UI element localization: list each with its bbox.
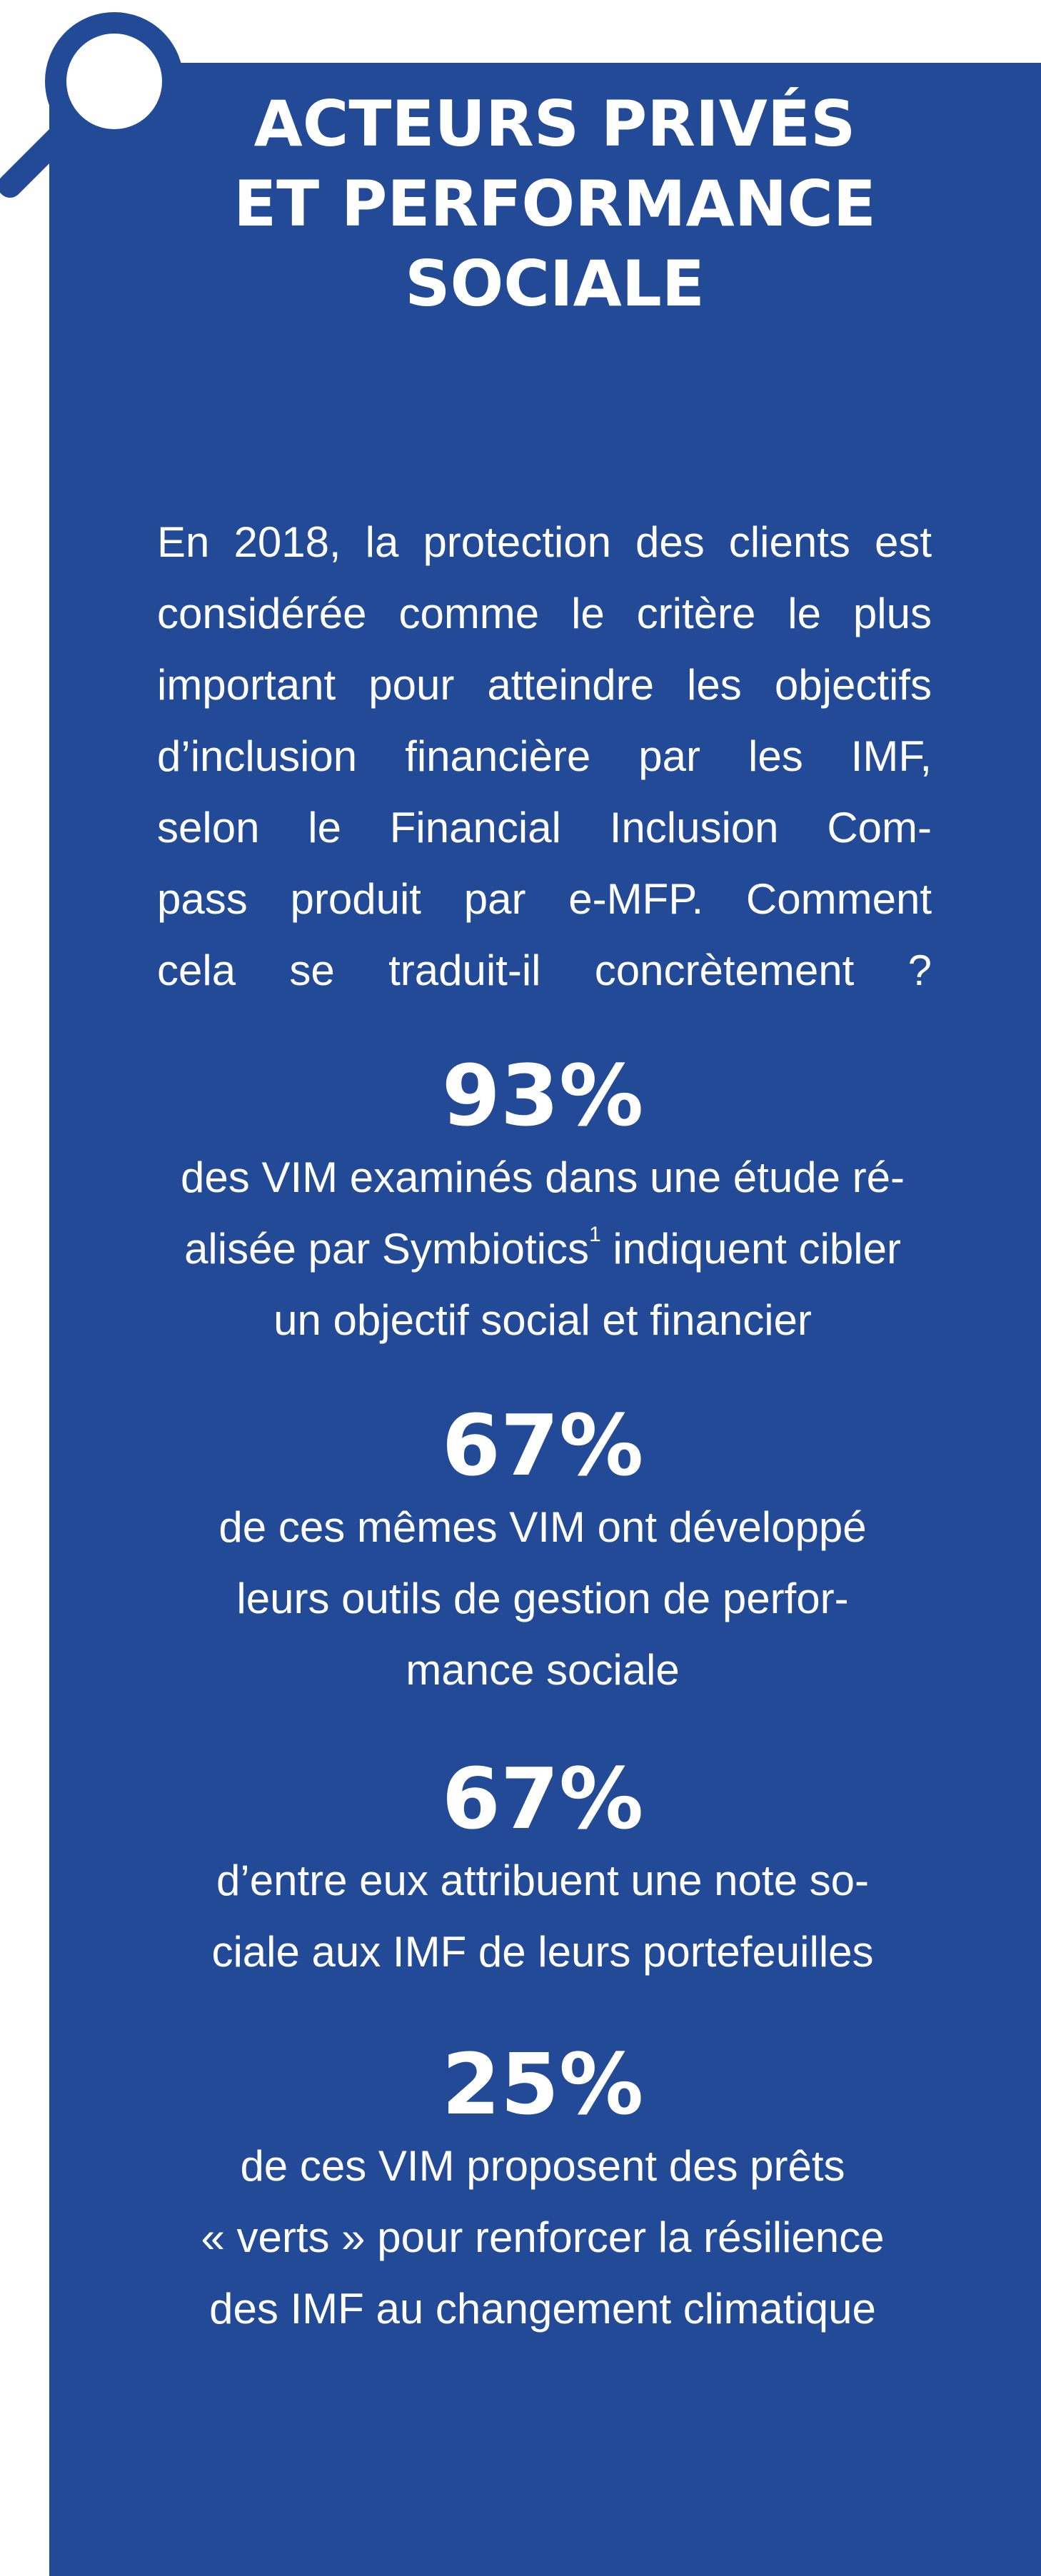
stat-value: 67%	[441, 1396, 644, 1495]
stat-line: de ces VIM proposent des prêts	[240, 2142, 845, 2190]
intro-line: pass produit par e-MFP. Comment	[157, 875, 932, 923]
stat-line: des VIM examinés dans une étude ré-	[181, 1153, 905, 1201]
stat-line: un objectif social et financier	[273, 1296, 812, 1344]
stat-line: mance sociale	[406, 1646, 680, 1694]
stat-line: de ces mêmes VIM ont développé	[218, 1503, 867, 1551]
stat-description	[121, 1492, 964, 1706]
stat-value: 67%	[441, 1749, 644, 1848]
stat-line	[121, 1213, 964, 1285]
intro-line: d’inclusion financière par les IMF,	[157, 732, 932, 780]
stat-block-67-rating	[121, 1749, 964, 1988]
stat-block-93	[121, 1046, 964, 1356]
stat-line: d’entre eux attribuent une note so-	[216, 1857, 869, 1904]
stat-line-part: alisée par Symbiotics	[184, 1225, 589, 1273]
page-title	[86, 84, 1024, 324]
stat-value: 93%	[441, 1046, 644, 1145]
stat-line: « verts » pour renforcer la résilience	[201, 2213, 885, 2261]
stat-block-67-tools	[121, 1396, 964, 1706]
title-line: SOCIALE	[405, 247, 705, 320]
title-line: ACTEURS PRIVÉS	[253, 87, 856, 161]
intro-line: cela se traduit-il concrètement ?	[157, 946, 932, 994]
stat-line: ciale aux IMF de leurs portefeuilles	[211, 1928, 874, 1976]
intro-line: considérée comme le critère le plus	[157, 590, 932, 637]
stat-description	[121, 2131, 964, 2345]
stat-line: leurs outils de gestion de perfor-	[236, 1575, 849, 1622]
stat-description	[121, 1142, 964, 1356]
intro-paragraph	[157, 507, 932, 1006]
footnote-marker: 1	[588, 1223, 601, 1246]
stat-block-25	[121, 2035, 964, 2345]
stat-description	[121, 1845, 964, 1988]
stat-value: 25%	[441, 2035, 644, 2133]
stat-line-part: indiquent cibler	[613, 1225, 901, 1273]
intro-line: selon le Financial Inclusion Com-	[157, 804, 932, 852]
intro-line: En 2018, la protection des clients est	[157, 518, 932, 566]
intro-line: important pour atteindre les objectifs	[157, 661, 932, 709]
title-line: ET PERFORMANCE	[233, 167, 876, 241]
stat-line: des IMF au changement climatique	[209, 2285, 876, 2333]
